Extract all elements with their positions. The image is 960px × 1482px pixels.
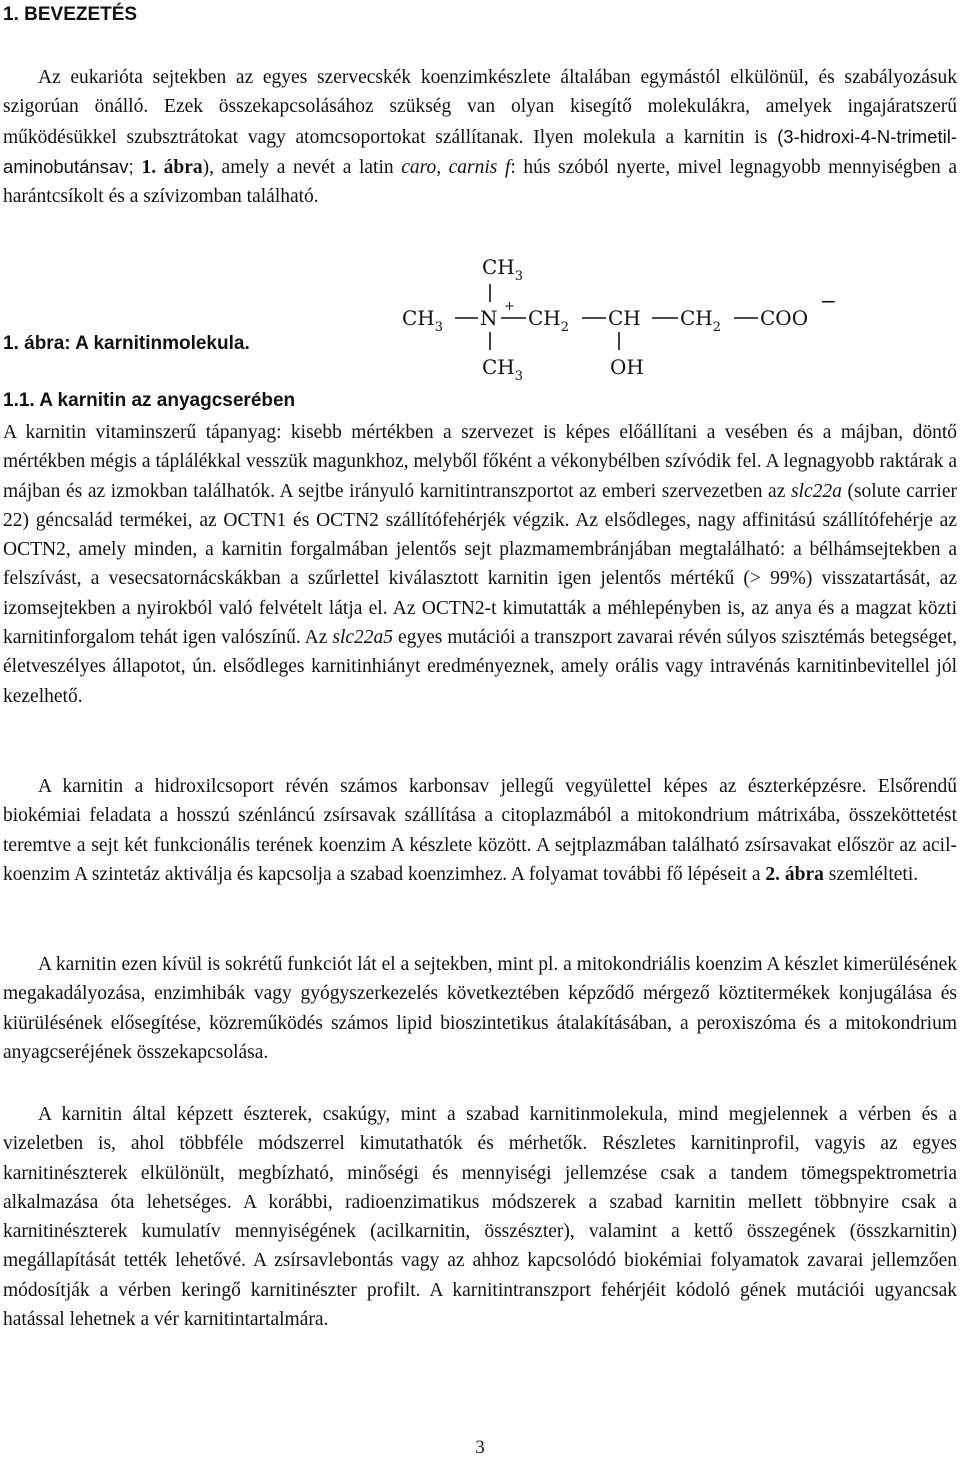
- transport-text-e: egyes mutációi a transzport zavarai révén súlyos szisztémás betegséget, életveszélyes állapotot, ún. elsődleges karnitinhiányt eredményeznek, amely orális vagy intravénás karnitinbevitellel jól kezelhető.: [3, 627, 957, 707]
- figure-reference-2: 2. ábra: [765, 863, 824, 885]
- ester-text-c: szemlélteti.: [823, 863, 919, 885]
- carboxylate-group: COO: [760, 306, 809, 330]
- profile-paragraph: A karnitin által képzett észterek, csakúgy, mint a szabad karnitinmolekula, mind megjelennek a vérben és a vizeletben is, ahol többféle módszerrel kimutathatók és mérhetők. Részletes karnitinprofil, vagyis az egyes karnitinészterek elkülönült, megbízható, minőségi és mennyiségi jellemzése csak a tandem tömegspektrometria alkalmazása óta lehetséges. A korábbi, radioenzimatikus módszerek a szabad karnitin mellett többnyire csak a karnitinészterek kumulatív mennyiségének (acilkarnitin, összészter), valamint a kettő összegének (összkarnitin) megállapítását tették lehetővé. A zsírsavlebontás vagy az ahhoz kapcsolódó biokémiai folyamatok zavarai jellemzően módosítják a vérben keringő karnitinészter profilt. A karnitintranszport fehérjéit kódoló gének mutációi ugyancsak hatással lehetnek a vér karnitintartalmára.: [3, 1104, 957, 1331]
- intro-text-a: Az eukarióta sejtekben az egyes szervecskék koenzimkészlete általában egymástól elkülönül, és szabályozásuk szigorúan önálló. Ezek összekapcsolásához szükség van olyan kisegítő molekulákra, amelyek ingajáratszerű működésükkel szubsztrátokat vagy atomcsoportokat szállítanak. Ilyen molekula a karnitin is: [3, 67, 957, 148]
- carnitine-structural-formula: [400, 250, 840, 382]
- methylene-group-2: $CH_2$: [680, 306, 722, 335]
- transport-text-a: A karnitin vitaminszerű tápanyag: kisebb mértékben a szervezet is képes előállítani a vesében és a májban, döntő mértékben mégis a táplálékkal vesszük magunkhoz, melyből főként a vékonybélben szívódik fel. A legnagyobb raktárak a májban és az izmokban találhatók. A sejtbe irányuló karnitintranszportot az emberi szervezetben az: [3, 422, 957, 502]
- positive-charge: +: [504, 299, 515, 314]
- hydroxyl-group: OH: [610, 355, 644, 379]
- methyl-group-top: $CH_3$: [482, 255, 524, 284]
- transport-paragraph: [3, 418, 957, 711]
- negative-charge: −: [820, 289, 837, 313]
- methylene-group-1: $CH_2$: [528, 306, 570, 335]
- ester-paragraph: [3, 772, 957, 889]
- chemical-name: (3-hidroxi-4-N-trimetil-aminobutánsav;: [3, 125, 957, 177]
- figure-reference: 1. ábra: [141, 156, 203, 178]
- intro-text-f: : hús szóból nyerte, mivel legnagyobb mennyiségben a harántcsíkolt és a szívizomban található.: [3, 156, 957, 208]
- figure-caption: 1. ábra: A karnitinmolekula.: [3, 333, 250, 354]
- transport-text-c: (solute carrier 22) géncsalád termékei, az OCTN1 és OCTN2 szállítófehérjék végzik. Az elsődleges, nagy affinitású szállítófehérje az OCTN2, amely minden, a karnitin forgalmában jelentős sejt plazmamembránjában megtalálható: a bélhámsejtekben a felszívást, a vesecsatornácskákban a szűrlettel kiválasztott karnitin igen jelentős mértékű (> 99%) visszatartását, az izomsejtekben a nyirokból való felvételt látja el. Az OCTN2-t kimutatták a méhlepényben is, az anya és a magzat közti karnitinforgalom tehát igen valószínű. Az: [3, 480, 957, 649]
- section-heading: 1.1. A karnitin az anyagcserében: [3, 390, 296, 411]
- intro-text-d: ), amely a nevét a latin: [202, 156, 402, 178]
- latin-term: caro, carnis f: [401, 156, 511, 178]
- methyl-group-bottom: $CH_3$: [482, 355, 524, 382]
- methyl-group-left: $CH_3$: [402, 306, 444, 335]
- ester-text-a: A karnitin a hidroxilcsoport révén számos karbonsav jellegű vegyülettel képes az észterképzésre. Elsőrendű biokémiai feladata a hosszú szénláncú zsírsavak szállítása a citoplazmából a mitokondrium mátrixába, összeköttetést teremtve a sejt két funkcionális terének koenzim A készlete között. A sejtplazmában található zsírsavakat először az acil-koenzim A szintetáz aktiválja és kapcsolja a szabad koenzimhez. A folyamat további fő lépéseit a: [3, 776, 957, 885]
- page-number: 3: [475, 1437, 485, 1458]
- function-paragraph: A karnitin ezen kívül is sokrétű funkciót lát el a sejtekben, mint pl. a mitokondriális koenzim A készlet kimerülésének megakadályozása, enzimhibák vagy gyógyszerkezelés következtében képződő mérgező köztitermékek konjugálása és kiürülésének elősegítése, közreműködés számos lipid bioszintetikus átalakításában, a peroxiszóma és a mitokondrium anyagcseréjének összekapcsolása.: [3, 954, 957, 1063]
- gene-family-name: slc22a: [790, 480, 842, 502]
- methine-group: CH: [608, 306, 641, 330]
- nitrogen-atom: N: [480, 306, 498, 330]
- intro-paragraph: [3, 63, 957, 211]
- gene-name: slc22a5: [332, 627, 394, 649]
- chapter-heading: 1. BEVEZETÉS: [3, 4, 138, 25]
